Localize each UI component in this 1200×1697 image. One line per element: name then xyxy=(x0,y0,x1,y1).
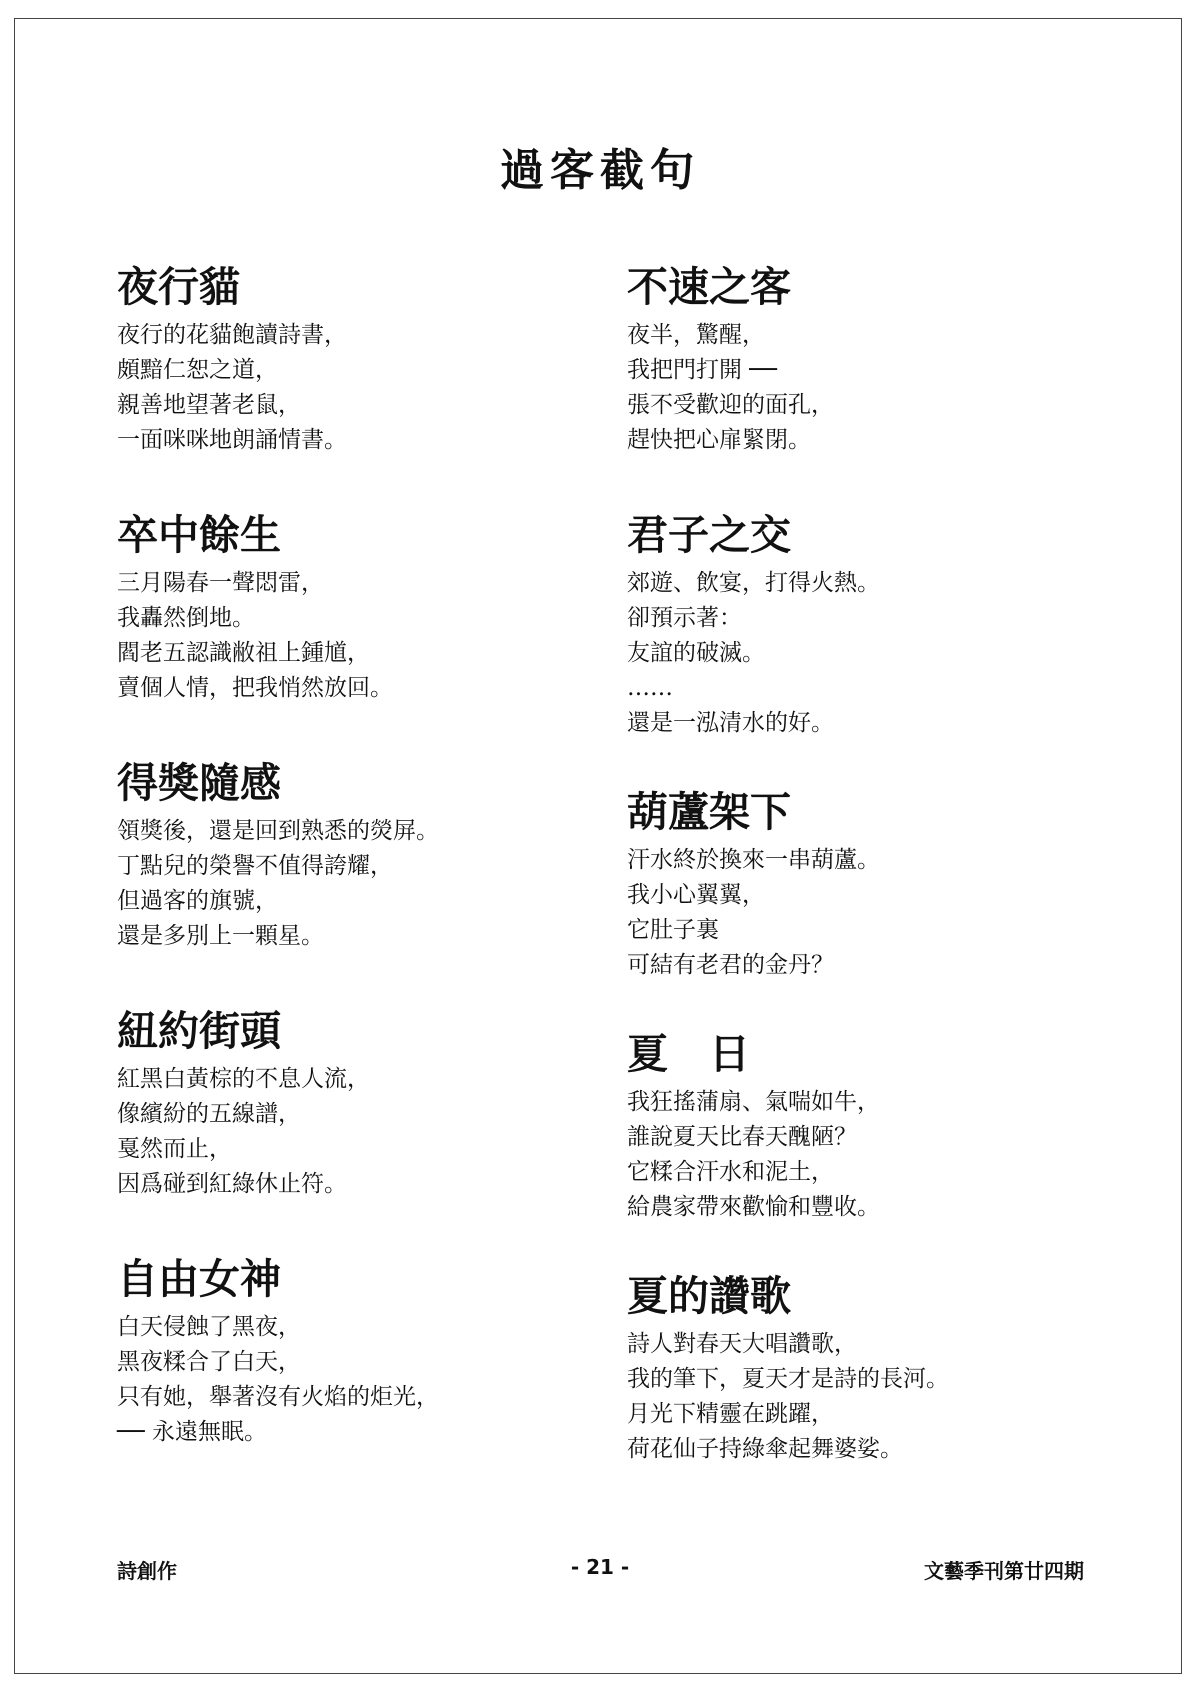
poem-line: 還是多別上一顆星。 xyxy=(117,923,324,949)
poem-line: 領獎後，還是回到熟悉的熒屏。 xyxy=(117,818,439,844)
poem-lines xyxy=(627,1085,1127,1225)
poem xyxy=(117,1006,617,1202)
poem-title: 夏的讚歌 xyxy=(627,1272,791,1320)
poem-line: ── 永遠無眠。 xyxy=(117,1419,268,1445)
poem xyxy=(627,1271,1127,1467)
footer-publication-issue: 文藝季刊第廿四期 xyxy=(924,1559,1084,1583)
poem-column-right xyxy=(627,262,1127,1467)
poem-line: 卻預示著： xyxy=(627,605,742,631)
poem-line: 只有她，舉著沒有火焰的炬光， xyxy=(117,1384,439,1410)
poem-line: 丁點兒的榮譽不值得誇耀， xyxy=(117,853,393,879)
poem-line: 月光下精靈在跳躍， xyxy=(627,1401,834,1427)
footer-section-label: 詩創作 xyxy=(117,1559,177,1583)
poem-lines xyxy=(117,318,617,458)
poem-title: 得獎隨感 xyxy=(117,759,281,807)
poem-column-left xyxy=(117,262,617,1450)
poem-title: 紐約街頭 xyxy=(117,1007,281,1055)
poem-title: 君子之交 xyxy=(627,511,791,559)
poem-lines xyxy=(627,843,1127,983)
poem xyxy=(117,510,617,706)
poem-title: 夏 日 xyxy=(627,1030,750,1078)
poem-line: 友誼的破滅。 xyxy=(627,640,765,666)
poem-line: 汗水終於換來一串葫蘆。 xyxy=(627,847,880,873)
poem-line: 誰說夏天比春天醜陋？ xyxy=(627,1124,857,1150)
poem-lines xyxy=(627,566,1127,741)
footer-page-number: - 21 - xyxy=(570,1555,630,1579)
poem xyxy=(117,262,617,458)
poem-lines xyxy=(627,318,1127,458)
poem-title: 不速之客 xyxy=(627,263,791,311)
poem-line: 荷花仙子持綠傘起舞婆娑。 xyxy=(627,1436,903,1462)
poem-title: 夜行貓 xyxy=(117,263,240,311)
poem-line: 郊遊、飲宴，打得火熱。 xyxy=(627,570,880,596)
poem-title: 自由女神 xyxy=(117,1255,281,1303)
poem-line: 賣個人情，把我悄然放回。 xyxy=(117,675,393,701)
poem-line: 紅黑白黃棕的不息人流， xyxy=(117,1066,370,1092)
poem xyxy=(117,1254,617,1450)
poem-line: 夜半，驚醒， xyxy=(627,322,765,348)
poem xyxy=(627,262,1127,458)
poem xyxy=(117,758,617,954)
poem-line: 我小心翼翼， xyxy=(627,882,765,908)
poem-line: 趕快把心扉緊閉。 xyxy=(627,427,811,453)
poem-line: 詩人對春天大唱讚歌， xyxy=(627,1331,857,1357)
poem-title: 卒中餘生 xyxy=(117,511,281,559)
poem-line: 我的筆下，夏天才是詩的長河。 xyxy=(627,1366,949,1392)
poem-line: 一面咪咪地朗誦情書。 xyxy=(117,427,347,453)
poem-line: 頗黯仁恕之道， xyxy=(117,357,278,383)
poem-lines xyxy=(117,814,617,954)
poem-line: 閻老五認識敝祖上鍾馗， xyxy=(117,640,370,666)
page-title: 過客截句 xyxy=(500,145,700,196)
poem-title: 葫蘆架下 xyxy=(627,788,791,836)
poem-line: 我把門打開 ── xyxy=(627,357,778,383)
poem-lines xyxy=(117,1062,617,1202)
poem xyxy=(627,1029,1127,1225)
poem-line: 但過客的旗號， xyxy=(117,888,278,914)
poem-line: …… xyxy=(627,675,673,701)
poem-line: 三月陽春一聲悶雷， xyxy=(117,570,324,596)
poem-line: 給農家帶來歡愉和豐收。 xyxy=(627,1194,880,1220)
poem-line: 它肚子裏 xyxy=(627,917,719,943)
poem-lines xyxy=(627,1327,1127,1467)
poem-line: 親善地望著老鼠， xyxy=(117,392,301,418)
poem-line: 黑夜糅合了白天， xyxy=(117,1349,301,1375)
poem-line: 張不受歡迎的面孔， xyxy=(627,392,834,418)
poem-line: 因爲碰到紅綠休止符。 xyxy=(117,1171,347,1197)
poem-line: 戛然而止， xyxy=(117,1136,232,1162)
poem xyxy=(627,787,1127,983)
poem-lines xyxy=(117,1310,617,1450)
poem-line: 還是一泓清水的好。 xyxy=(627,710,834,736)
poem-line: 我狂搖蒲扇、氣喘如牛， xyxy=(627,1089,880,1115)
poem-line: 可結有老君的金丹？ xyxy=(627,952,834,978)
poem-line: 我轟然倒地。 xyxy=(117,605,255,631)
poem-line: 白天侵蝕了黑夜， xyxy=(117,1314,301,1340)
poem xyxy=(627,510,1127,741)
poem-line: 它糅合汗水和泥土， xyxy=(627,1159,834,1185)
poem-line: 夜行的花貓飽讀詩書， xyxy=(117,322,347,348)
poem-lines xyxy=(117,566,617,706)
poem-line: 像繽紛的五線譜， xyxy=(117,1101,301,1127)
